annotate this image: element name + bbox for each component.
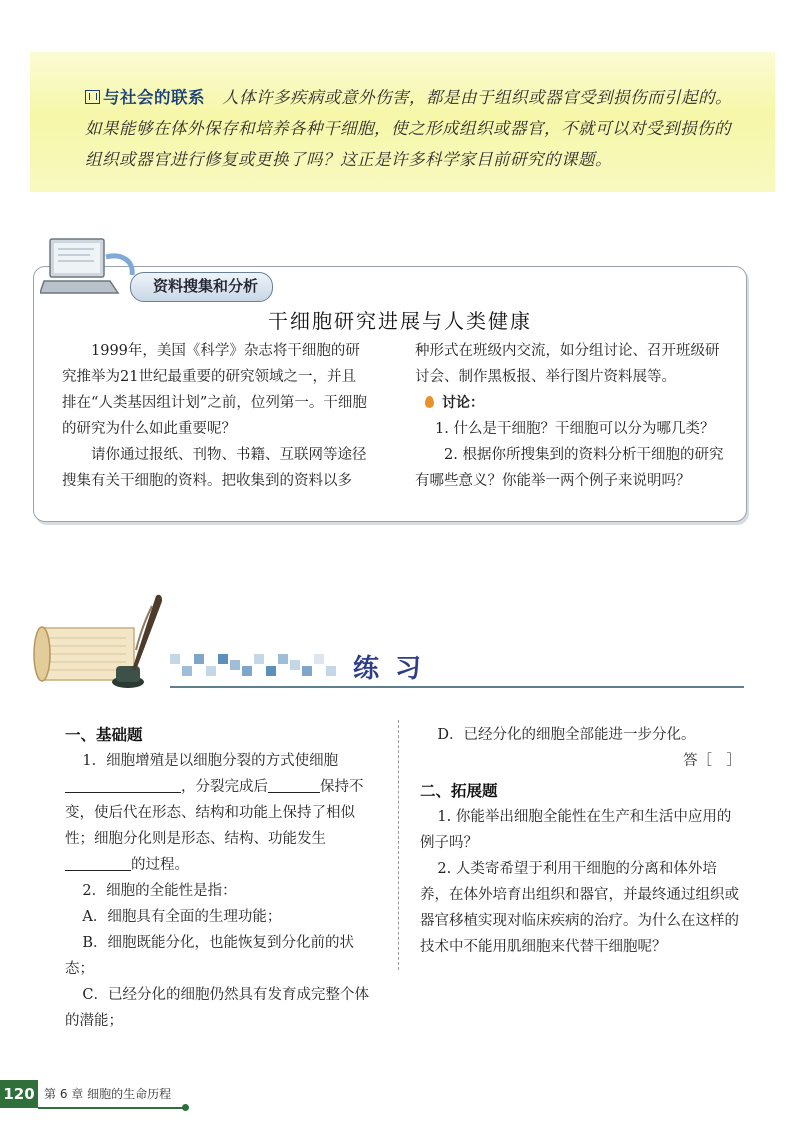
research-left-column xyxy=(62,338,368,494)
extend-question-1: 1. 你能举出细胞全能性在生产和生活中应用的例子吗？ xyxy=(420,809,732,851)
question-1: 1．细胞增殖是以细胞分裂的方式使细胞，分裂完成后 保持不变，使后代在形态、结构和功能上保持了相似性；细胞分化则是形态、结构、功能发生的过程。 xyxy=(65,753,364,873)
option-a: A．细胞具有全面的生理功能； xyxy=(82,909,282,925)
fill-blank[interactable] xyxy=(121,776,181,793)
laptop-icon xyxy=(40,235,140,305)
society-connection-label: 与社会的联系 xyxy=(85,88,205,107)
footer-line xyxy=(38,1107,186,1109)
society-connection-text xyxy=(85,82,745,175)
basic-questions xyxy=(65,722,375,1034)
option-b: B．细胞既能分化，也能恢复到分化前的状态； xyxy=(65,935,355,977)
research-paragraph: 种形式在班级内交流，如分组讨论、召开班级研讨会、制作黑板报、举行图片资料展等。 xyxy=(415,343,720,385)
drop-icon xyxy=(425,396,434,408)
footer-dot xyxy=(182,1104,189,1111)
question-2: 2．细胞的全能性是指： xyxy=(82,883,237,899)
research-paragraph: 1999年，美国《科学》杂志将干细胞的研究推举为21世纪最重要的研究领域之一，并且排在“人类基因组计划”之前，位列第一。干细胞的研究为什么如此重要呢？ xyxy=(62,343,367,437)
research-right-column xyxy=(415,338,731,494)
basic-heading: 一、基础题 xyxy=(65,726,143,744)
fill-blank[interactable] xyxy=(268,776,320,793)
fill-blank[interactable] xyxy=(65,854,131,871)
extend-question-2: 2. 人类寄希望于利用干细胞的分离和体外培养，在体外培育出组织和器官，并最终通过组织或器官移植实现对临床疾病的治疗。为什么在这样的技术中不能用肌细胞来代替干细胞呢？ xyxy=(420,861,739,955)
exercise-header-line xyxy=(170,686,744,688)
chapter-label: 第 6 章 细胞的生命历程 xyxy=(44,1087,172,1101)
option-d: D．已经分化的细胞全部能进一步分化。 xyxy=(437,727,696,743)
page-number: 120 xyxy=(0,1080,38,1108)
extend-questions xyxy=(420,722,745,960)
fill-blank[interactable] xyxy=(65,776,121,793)
quill-scroll-icon xyxy=(28,590,178,690)
discussion-question: 2. 根据你所搜集到的资料分析干细胞的研究有哪些意义？你能举一两个例子来说明吗？ xyxy=(415,447,724,489)
answer-bracket[interactable]: 答［ ］ xyxy=(683,753,741,769)
exercise-title: 练习 xyxy=(352,654,437,684)
research-paragraph: 请你通过报纸、刊物、书籍、互联网等途径搜集有关干细胞的资料。把收集到的资料以多 xyxy=(62,447,367,489)
society-connection-box xyxy=(30,52,775,192)
research-title: 干细胞研究进展与人类健康 xyxy=(268,309,532,333)
page-footer xyxy=(0,1080,800,1120)
research-tag: 资料搜集和分析 xyxy=(130,272,273,302)
option-c: C．已经分化的细胞仍然具有发育成完整个体的潜能； xyxy=(65,987,369,1029)
book-icon xyxy=(85,90,100,104)
extend-heading: 二、拓展题 xyxy=(420,782,498,800)
society-connection-body: 人体许多疾病或意外伤害，都是由于组织或器官受到损伤而引起的。如果能够在体外保存和培养各种干细胞，使之形成组织或器官，不就可以对受到损伤的组织或器官进行修复或更换了吗？这正是许多科学家目前研究的课题。 xyxy=(85,88,732,169)
discussion-question: 1. 什么是干细胞？干细胞可以分为哪几类？ xyxy=(435,421,715,437)
discussion-heading: 讨论： xyxy=(415,390,731,416)
pixel-decoration xyxy=(170,650,340,680)
column-divider xyxy=(398,720,399,970)
